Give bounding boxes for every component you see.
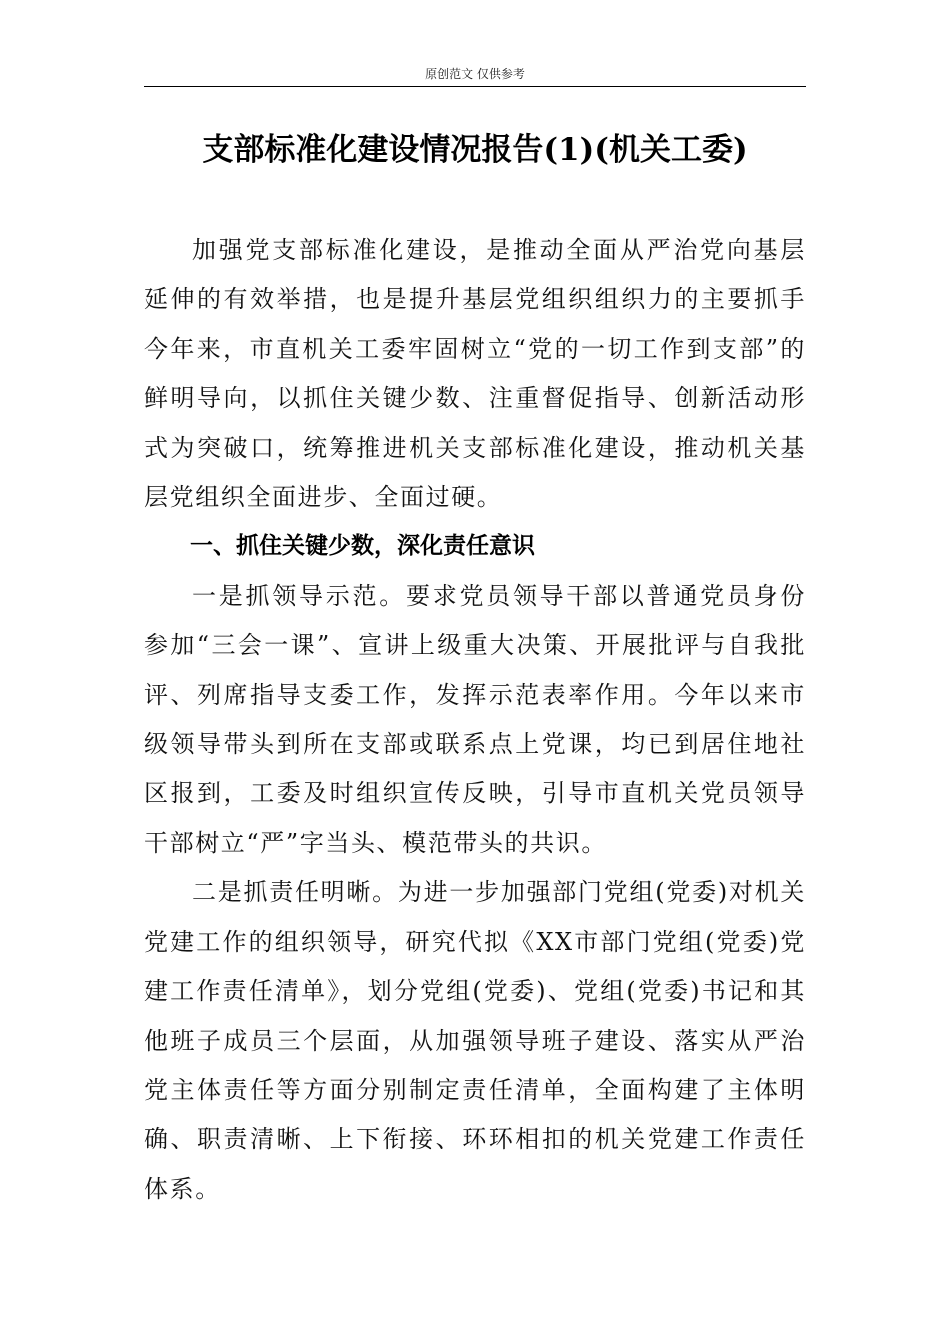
- intro-paragraph: 加强党支部标准化建设，是推动全面从严治党向基层延伸的有效举措，也是提升基层党组织组织力的主要抓手今年来，市直机关工委牢固树立“党的一切工作到支部”的鲜明导向，以抓住关键少数、注重督促指导、创新活动形式为突破口，统筹推进机关支部标准化建设，推动机关基层党组织全面进步、全面过硬。: [144, 236, 806, 512]
- section-heading: 一、抓住关键少数，深化责任意识: [190, 533, 535, 560]
- document-body: [144, 226, 806, 1214]
- header-rule: [144, 86, 806, 87]
- running-header: 原创范文 仅供参考: [425, 67, 525, 81]
- body-paragraph: 二是抓责任明晰。为进一步加强部门党组(党委)对机关党建工作的组织领导，研究代拟《XX市部门党组(党委)党建工作责任清单》，划分党组(党委)、党组(党委)书记和其他班子成员三个层面，从加强领导班子建设、落实从严治党主体责任等方面分别制定责任清单，全面构建了主体明确、职责清晰、上下衔接、环环相扣的机关党建工作责任体系。: [144, 878, 806, 1203]
- body-paragraph: 一是抓领导示范。要求党员领导干部以普通党员身份参加“三会一课”、宣讲上级重大决策、开展批评与自我批评、列席指导支委工作，发挥示范表率作用。今年以来市级领导带头到所在支部或联系点上党课，均已到居住地社区报到，工委及时组织宣传反映，引导市直机关党员领导干部树立“严”字当头、模范带头的共识。: [144, 581, 806, 857]
- document-title: 支部标准化建设情况报告(1)(机关工委): [202, 132, 748, 168]
